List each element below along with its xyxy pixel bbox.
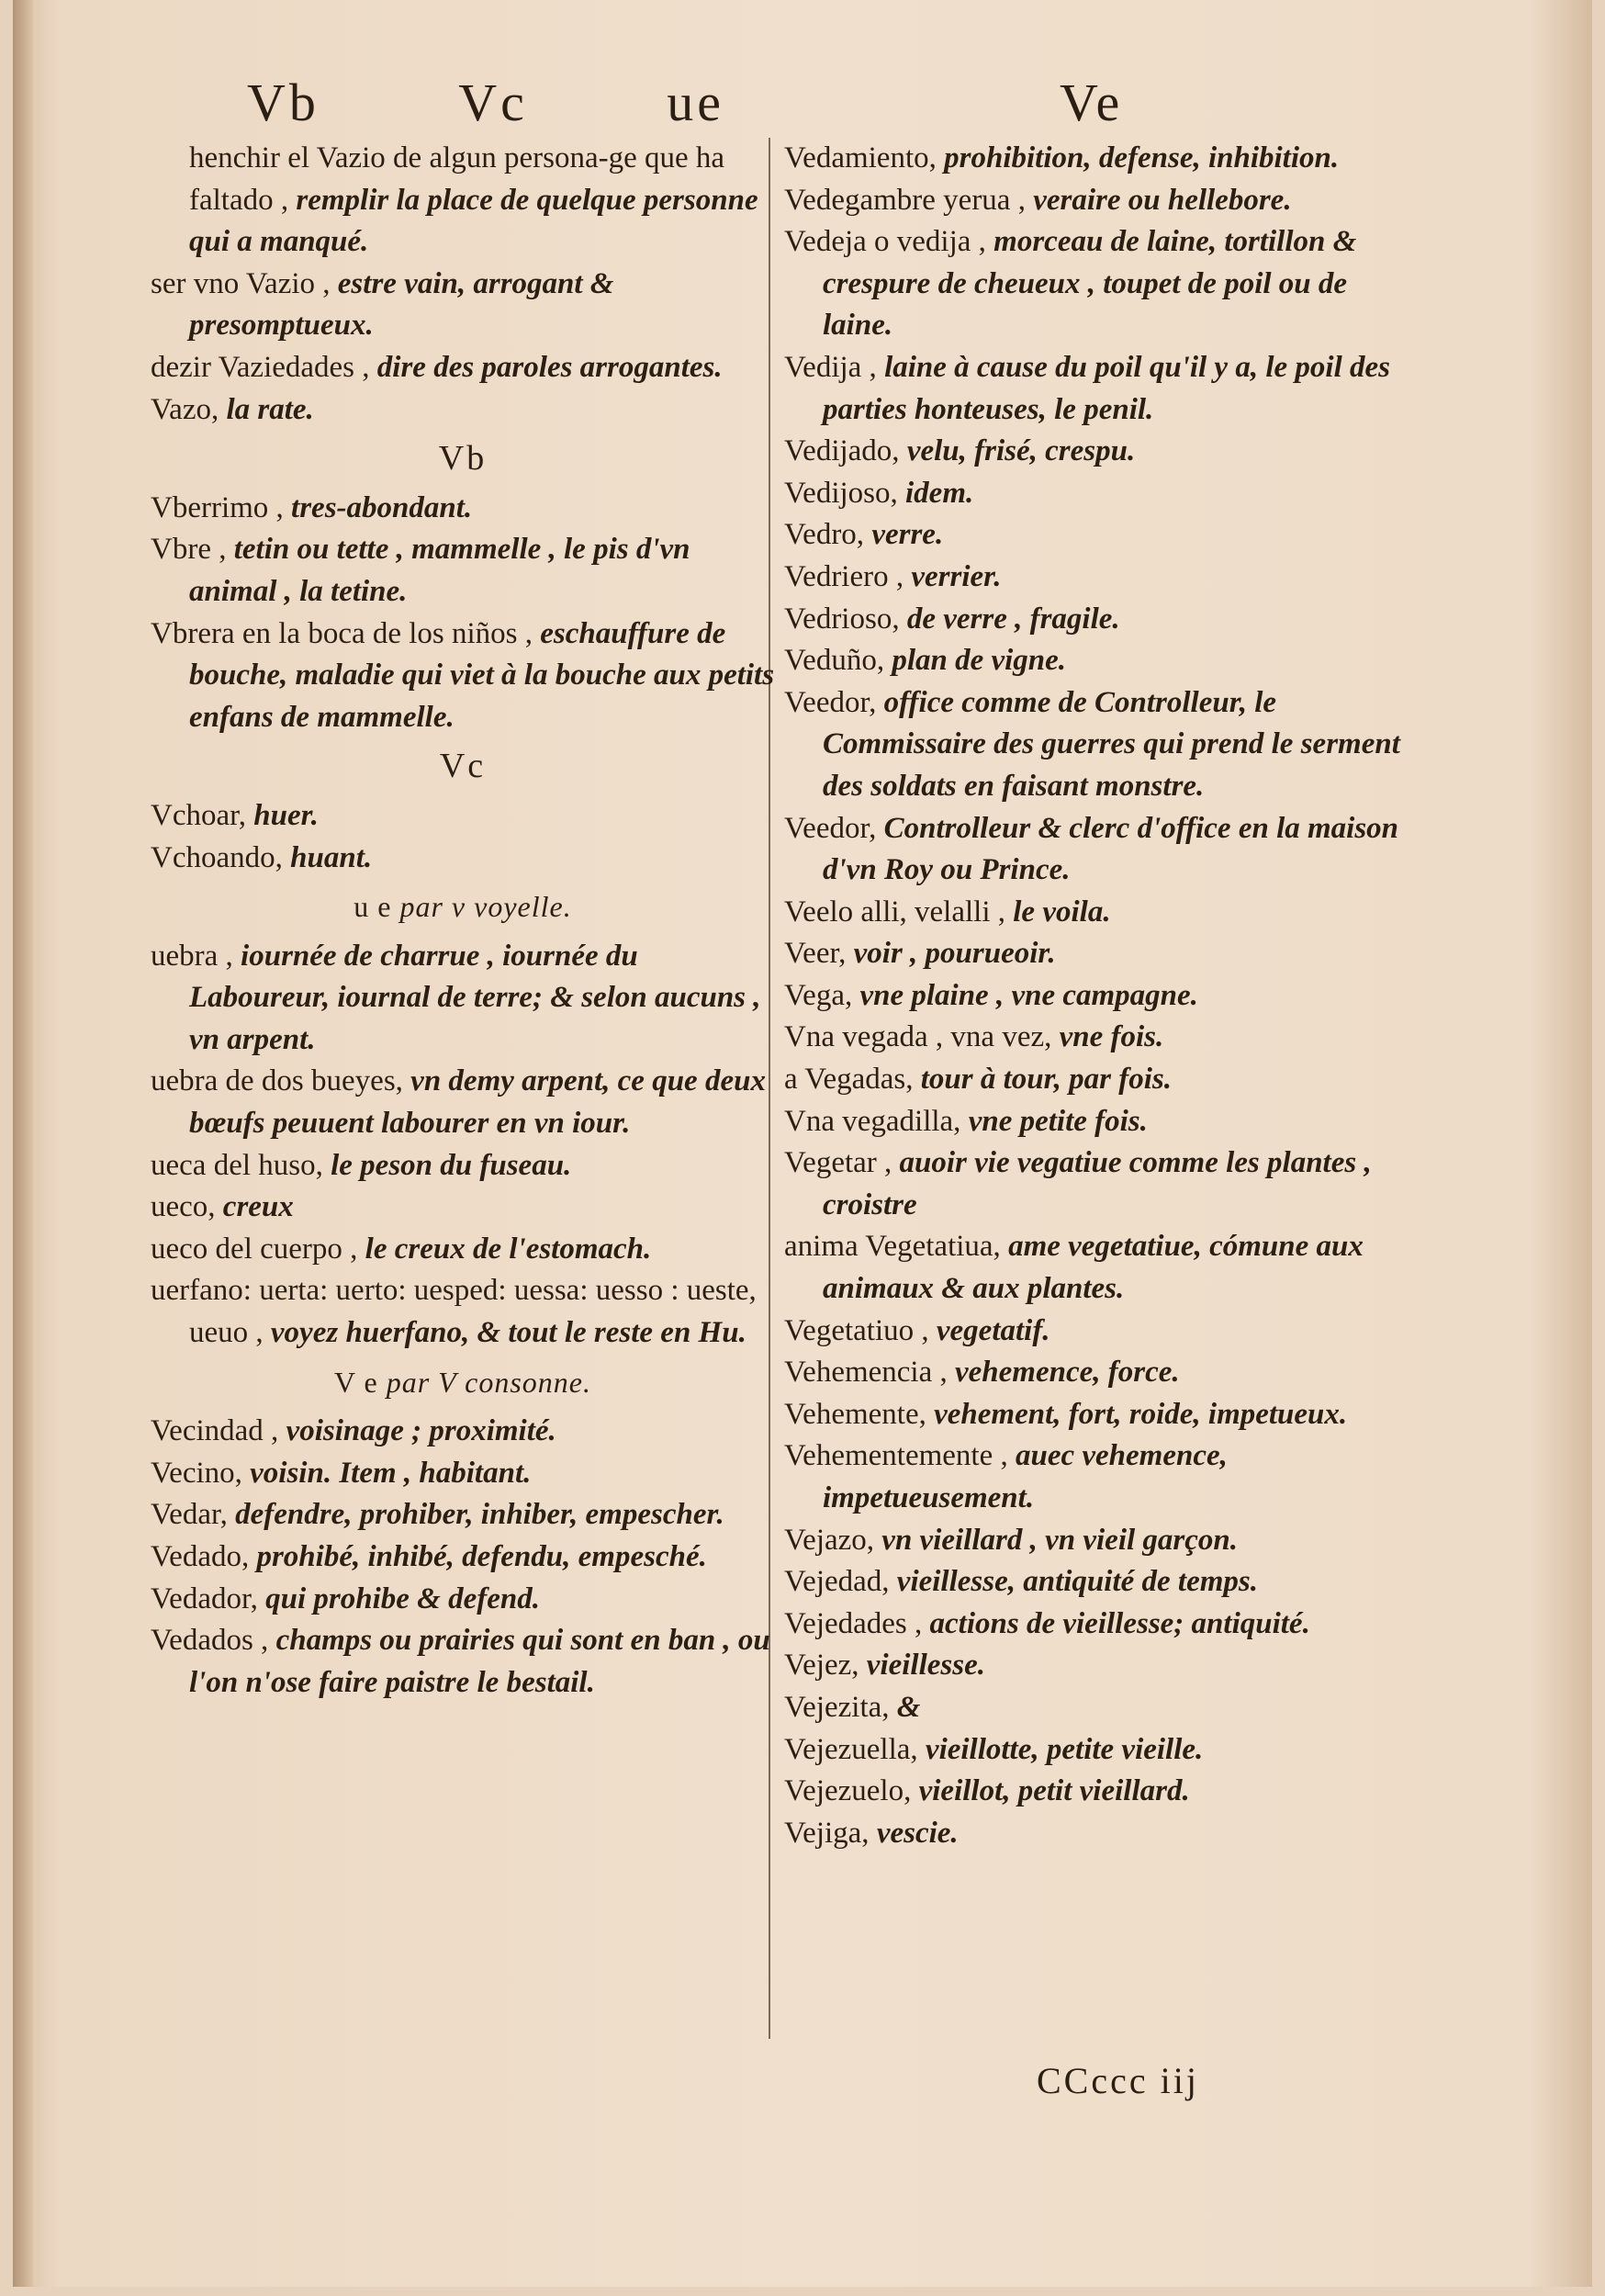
left-column — [151, 138, 775, 1704]
dictionary-entry — [784, 557, 1418, 599]
dictionary-entry — [151, 1187, 775, 1229]
entry-headword: Vedrioso, — [784, 602, 907, 636]
entry-headword: Vejedad, — [784, 1565, 897, 1599]
entry-headword: Vedriero , — [784, 559, 912, 593]
entry-definition: plan de vigne. — [892, 644, 1067, 678]
entry-definition: verre. — [871, 518, 944, 552]
entry-headword: Veelo alli, velalli , — [784, 895, 1014, 929]
section-heading-letters: u e — [354, 890, 400, 924]
entry-definition: Controlleur & clerc d'office en la maison d'vn Roy ou Prince. — [823, 811, 1399, 887]
entry-definition: defendre, prohiber, inhiber, empescher. — [235, 1498, 724, 1532]
dictionary-entry — [784, 1435, 1418, 1519]
entry-definition: vescie. — [876, 1816, 959, 1850]
dictionary-entry — [784, 682, 1418, 808]
entry-headword: Vegetar , — [784, 1146, 900, 1180]
entry-headword: Vna vegada , vna vez, — [784, 1020, 1060, 1054]
signature-mark: CCccc iij — [1037, 2060, 1199, 2101]
entry-headword: henchir el Vazio de algun persona-ge que ha faltado , — [189, 141, 725, 217]
entry-headword: Veedor, — [784, 811, 884, 845]
entry-definition: la rate. — [226, 392, 314, 426]
entry-definition: vne petite fois. — [968, 1104, 1148, 1138]
section-heading-note: par V consonne. — [386, 1365, 591, 1399]
dictionary-entry — [151, 936, 775, 1062]
dictionary-entry — [784, 1142, 1418, 1226]
entry-headword: ueca del huso, — [151, 1148, 331, 1182]
dictionary-entry — [784, 1729, 1418, 1772]
entry-headword: Veduño, — [784, 644, 892, 678]
entry-headword: Vbrera en la boca de los niños , — [151, 616, 541, 650]
entry-headword: a Vegadas, — [784, 1063, 921, 1097]
dictionary-entry — [784, 1520, 1418, 1562]
entry-headword: Vega, — [784, 978, 860, 1012]
section-heading — [151, 1362, 775, 1404]
entry-headword: Vedijado, — [784, 434, 907, 468]
entry-headword: anima Vegetatiua, — [784, 1230, 1009, 1264]
entry-definition: voyez huerfano, & tout le reste en Hu. — [270, 1316, 746, 1350]
entry-headword: Vejazo, — [784, 1523, 882, 1557]
entry-definition: iournée de charrue , iournée du Laboureur, iournal de terre; & selon aucuns , vn arpent. — [189, 939, 761, 1056]
dictionary-entry — [784, 1394, 1418, 1436]
entry-headword: ueco, — [151, 1190, 223, 1224]
dictionary-entry — [784, 347, 1418, 431]
dictionary-entry — [151, 1061, 775, 1144]
entry-definition: tetin ou tette , mammelle , le pis d'vn animal , la tetine. — [189, 533, 690, 608]
entry-definition: vieillotte, petite vieille. — [925, 1732, 1204, 1766]
entry-definition: vn vieillard , vn vieil garçon. — [881, 1523, 1238, 1557]
entry-definition: voisin. Item , habitant. — [250, 1456, 532, 1490]
entry-headword: Vedar, — [151, 1498, 236, 1532]
dictionary-entry — [151, 1229, 775, 1271]
entry-headword: Vazo, — [151, 392, 227, 426]
entry-definition: dire des paroles arrogantes. — [376, 350, 723, 384]
dictionary-entry — [151, 1411, 775, 1453]
entry-definition: champs ou prairies qui sont en ban , ou l'on n'ose faire paistre le bestail. — [189, 1624, 770, 1699]
running-head-vb: Vb — [247, 73, 320, 132]
entry-definition: le voila. — [1013, 895, 1111, 929]
entry-headword: uerfano: uerta: uerto: uesped: uessa: uesso : ueste, ueuo , — [151, 1274, 757, 1350]
entry-definition: vieillesse, antiquité de temps. — [896, 1565, 1258, 1599]
entry-definition: voisinage ; proximité. — [286, 1414, 556, 1448]
entry-definition: vegetatif. — [936, 1313, 1050, 1347]
entry-definition: vehemence, force. — [955, 1356, 1180, 1390]
entry-headword: uebra de dos bueyes, — [151, 1064, 411, 1098]
entry-definition: prohibé, inhibé, defendu, empesché. — [256, 1540, 707, 1573]
dictionary-entry — [784, 1226, 1418, 1310]
entry-headword: Vehemencia , — [784, 1356, 955, 1390]
dictionary-entry — [784, 1017, 1418, 1059]
entry-headword: Vedado, — [151, 1540, 257, 1573]
dictionary-entry — [151, 795, 775, 838]
dictionary-entry — [784, 1771, 1418, 1813]
entry-definition: office comme de Controlleur, le Commissaire des guerres qui prend le serment des soldats en faisant monstre. — [823, 685, 1400, 803]
dictionary-entry — [784, 1352, 1418, 1394]
dictionary-entry — [784, 933, 1418, 975]
entry-definition: auoir vie vegatiue comme les plantes , croistre — [823, 1146, 1372, 1221]
entry-headword: Vedijoso, — [784, 476, 905, 510]
section-heading-note: par v voyelle. — [399, 890, 572, 924]
entry-definition: vehement, fort, roide, impetueux. — [934, 1397, 1348, 1431]
entry-definition: ame vegetatiue, cómune aux animaux & aux plantes. — [823, 1230, 1364, 1306]
entry-definition: estre vain, arrogant & presomptueux. — [189, 266, 614, 343]
entry-definition: creux — [222, 1190, 294, 1224]
section-heading-letters: V e — [333, 1365, 387, 1399]
dictionary-entry — [151, 838, 775, 880]
dictionary-entry — [151, 389, 775, 432]
entry-definition: le peson du fuseau. — [331, 1148, 572, 1182]
entry-definition: actions de vieillesse; antiquité. — [929, 1606, 1310, 1640]
entry-definition: vieillesse. — [866, 1649, 985, 1683]
dictionary-entry — [151, 1536, 775, 1579]
entry-definition: vieillot, petit vieillard. — [918, 1774, 1190, 1808]
dictionary-entry — [784, 473, 1418, 515]
entry-definition: vn demy arpent, ce que deux bœufs peuuent labourer en vn iour. — [189, 1064, 766, 1141]
entry-headword: Vedeja o vedija , — [784, 225, 994, 259]
dictionary-entry — [151, 1453, 775, 1495]
entry-headword: Vegetatiuo , — [784, 1313, 937, 1347]
entry-headword: uebra , — [151, 939, 241, 973]
entry-definition: eschauffure de bouche, maladie qui viet à la bouche aux petits enfans de mammelle. — [189, 616, 775, 734]
dictionary-entry — [151, 1494, 775, 1536]
entry-headword: Vehemente, — [784, 1397, 935, 1431]
dictionary-entry — [784, 599, 1418, 641]
entry-headword: Vchoando, — [151, 840, 291, 874]
entry-headword: Vedados , — [151, 1624, 276, 1658]
entry-definition: idem. — [905, 476, 974, 510]
dictionary-entry — [151, 1620, 775, 1704]
dictionary-entry — [784, 1645, 1418, 1687]
dictionary-entry — [151, 1579, 775, 1621]
entry-headword: Vejiga, — [784, 1816, 877, 1850]
entry-headword: Vejezita, — [784, 1690, 897, 1724]
dictionary-entry — [151, 264, 775, 347]
entry-headword: Vecindad , — [151, 1414, 286, 1448]
entry-headword: Vedro, — [784, 518, 872, 552]
book-page — [13, 0, 1592, 2287]
dictionary-entry — [784, 1687, 1418, 1729]
entry-headword: Vecino, — [151, 1456, 251, 1490]
section-heading: Vb — [438, 439, 488, 478]
entry-headword: ueco del cuerpo , — [151, 1232, 365, 1266]
entry-definition: tour à tour, par fois. — [920, 1063, 1173, 1097]
dictionary-entry — [784, 431, 1418, 473]
dictionary-entry — [784, 1059, 1418, 1101]
right-column — [784, 138, 1418, 1854]
entry-definition: de verre , fragile. — [906, 602, 1120, 636]
dictionary-entry — [784, 180, 1418, 222]
entry-headword: Vedegambre yerua , — [784, 183, 1034, 217]
running-head-vc: Vc — [458, 73, 528, 132]
entry-definition: le creux de l'estomach. — [365, 1232, 652, 1266]
dictionary-entry — [784, 1561, 1418, 1604]
dictionary-entry — [151, 1270, 775, 1354]
entry-headword: Vedija , — [784, 350, 885, 384]
entry-headword: Vedamiento, — [784, 141, 945, 174]
entry-headword: Vedador, — [151, 1581, 266, 1615]
dictionary-entry — [784, 1604, 1418, 1646]
entry-definition: auec vehemence, impetueusement. — [823, 1439, 1228, 1514]
dictionary-entry — [151, 138, 775, 264]
entry-headword: ser vno Vazio , — [151, 266, 338, 300]
entry-headword: Vejezuelo, — [784, 1774, 919, 1808]
section-heading: Vc — [439, 747, 487, 786]
dictionary-entry — [784, 1311, 1418, 1353]
running-head-left — [247, 72, 724, 133]
section-heading — [151, 886, 775, 929]
entry-definition: huer. — [253, 798, 319, 832]
entry-definition: prohibition, defense, inhibition. — [944, 141, 1340, 174]
entry-definition: laine à cause du poil qu'il y a, le poil des parties honteuses, le penil. — [823, 350, 1390, 426]
dictionary-entry — [784, 892, 1418, 934]
entry-headword: Vchoar, — [151, 798, 254, 832]
entry-definition: veraire ou hellebore. — [1033, 183, 1292, 217]
entry-definition: verrier. — [911, 559, 1002, 593]
dictionary-entry — [151, 613, 775, 739]
entry-definition: voir , pourueoir. — [853, 937, 1056, 971]
dictionary-entry — [784, 808, 1418, 892]
entry-headword: Vna vegadilla, — [784, 1104, 969, 1138]
entry-definition: morceau de laine, tortillon & crespure de cheueux , toupet de poil ou de laine. — [823, 225, 1357, 343]
entry-headword: Vejez, — [784, 1649, 867, 1683]
dictionary-entry — [784, 1101, 1418, 1143]
entry-headword: Vejezuella, — [784, 1732, 926, 1766]
dictionary-entry — [784, 514, 1418, 557]
dictionary-entry — [151, 347, 775, 389]
running-head-ue: ue — [667, 73, 724, 132]
entry-headword: Vbre , — [151, 533, 234, 567]
dictionary-entry — [784, 221, 1418, 347]
entry-headword: Veedor, — [784, 685, 884, 719]
entry-definition: velu, frisé, crespu. — [906, 434, 1136, 468]
dictionary-entry — [151, 488, 775, 530]
entry-definition: & — [896, 1690, 921, 1724]
entry-definition: tres-abondant. — [291, 490, 473, 524]
dictionary-entry — [151, 529, 775, 613]
entry-definition: vne plaine , vne campagne. — [859, 978, 1198, 1012]
entry-definition: vne fois. — [1059, 1020, 1164, 1054]
entry-definition: qui prohibe & defend. — [265, 1581, 540, 1615]
entry-headword: Vejedades , — [784, 1606, 930, 1640]
dictionary-entry — [784, 1813, 1418, 1855]
entry-headword: dezir Vaziedades , — [151, 350, 377, 384]
page-gutter — [13, 0, 33, 2287]
dictionary-entry — [784, 138, 1418, 180]
dictionary-entry — [784, 640, 1418, 682]
entry-headword: Vehementemente , — [784, 1439, 1016, 1473]
dictionary-entry — [151, 1145, 775, 1187]
entry-headword: Vberrimo , — [151, 490, 292, 524]
entry-definition: huant. — [290, 840, 373, 874]
dictionary-entry — [784, 975, 1418, 1018]
entry-definition: remplir la place de quelque personne qui a manqué. — [189, 183, 758, 259]
running-head-right: Ve — [1060, 73, 1124, 132]
entry-headword: Veer, — [784, 937, 854, 971]
